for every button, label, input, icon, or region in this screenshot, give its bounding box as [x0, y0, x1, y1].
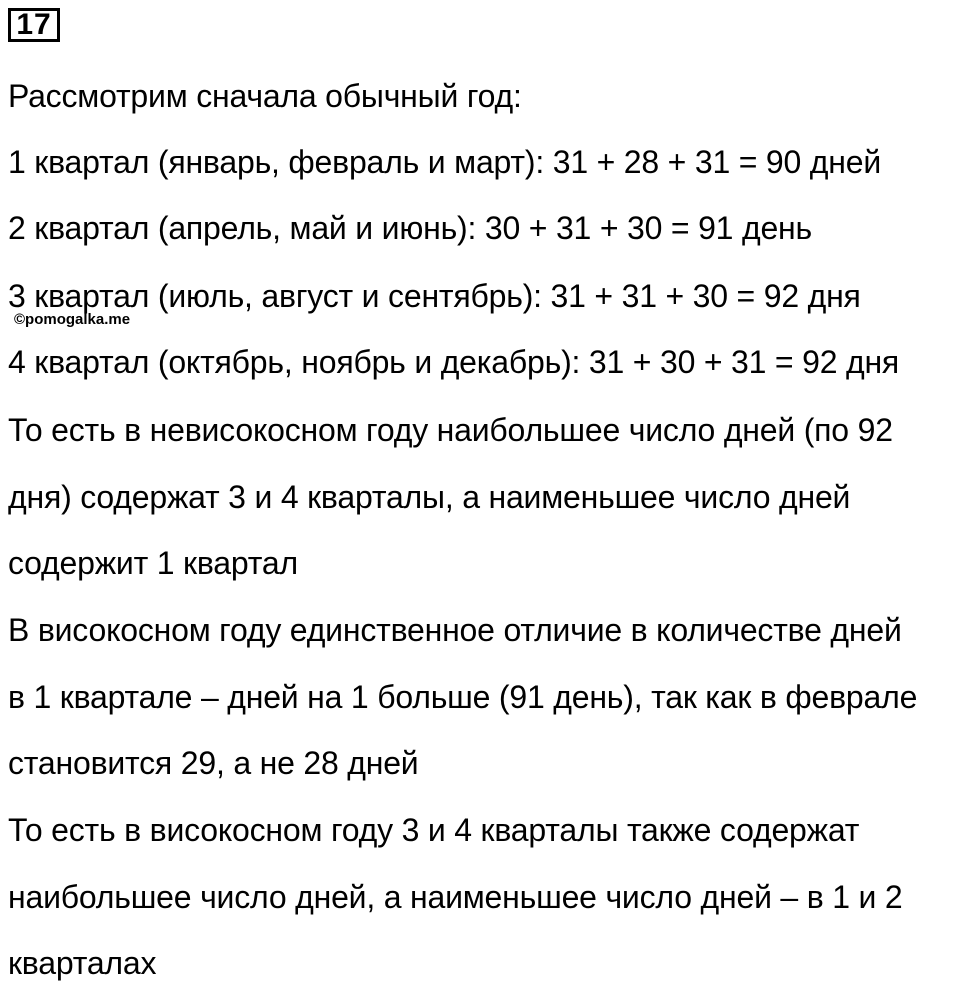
text-line-final-2: наибольшее число дней, а наименьшее число дней – в 1 и 2: [8, 879, 903, 915]
text-line-quarter-3: 3 квартал (июль, август и сентябрь): 31 + 31 + 30 = 92 дня: [8, 278, 861, 314]
text-line-leap-2: в 1 квартале – дней на 1 больше (91 день), так как в феврале: [8, 679, 918, 715]
text-line-conclusion-3: содержит 1 квартал: [8, 545, 298, 581]
text-line-quarter-1: 1 квартал (январь, февраль и март): 31 + 28 + 31 = 90 дней: [8, 144, 882, 180]
text-line-conclusion-1: То есть в невисокосном году наибольшее число дней (по 92: [8, 412, 893, 448]
text-line-final-1: То есть в високосном году 3 и 4 кварталы также содержат: [8, 812, 860, 848]
text-line-conclusion-2: дня) содержат 3 и 4 кварталы, а наименьшее число дней: [8, 479, 851, 515]
watermark-text: ©pomogalka.me: [14, 311, 131, 328]
text-line-final-3: кварталах: [8, 945, 157, 981]
task-number-box: 17: [8, 8, 60, 42]
text-line-quarter-2: 2 квартал (апрель, май и июнь): 30 + 31 + 30 = 91 день: [8, 210, 812, 246]
text-line-quarter-4: 4 квартал (октябрь, ноябрь и декабрь): 31 + 30 + 31 = 92 дня: [8, 344, 900, 380]
text-line-leap-1: В високосном году единственное отличие в количестве дней: [8, 612, 902, 648]
text-line-leap-3: становится 29, а не 28 дней: [8, 745, 419, 781]
text-line-intro: Рассмотрим сначала обычный год:: [8, 78, 522, 114]
